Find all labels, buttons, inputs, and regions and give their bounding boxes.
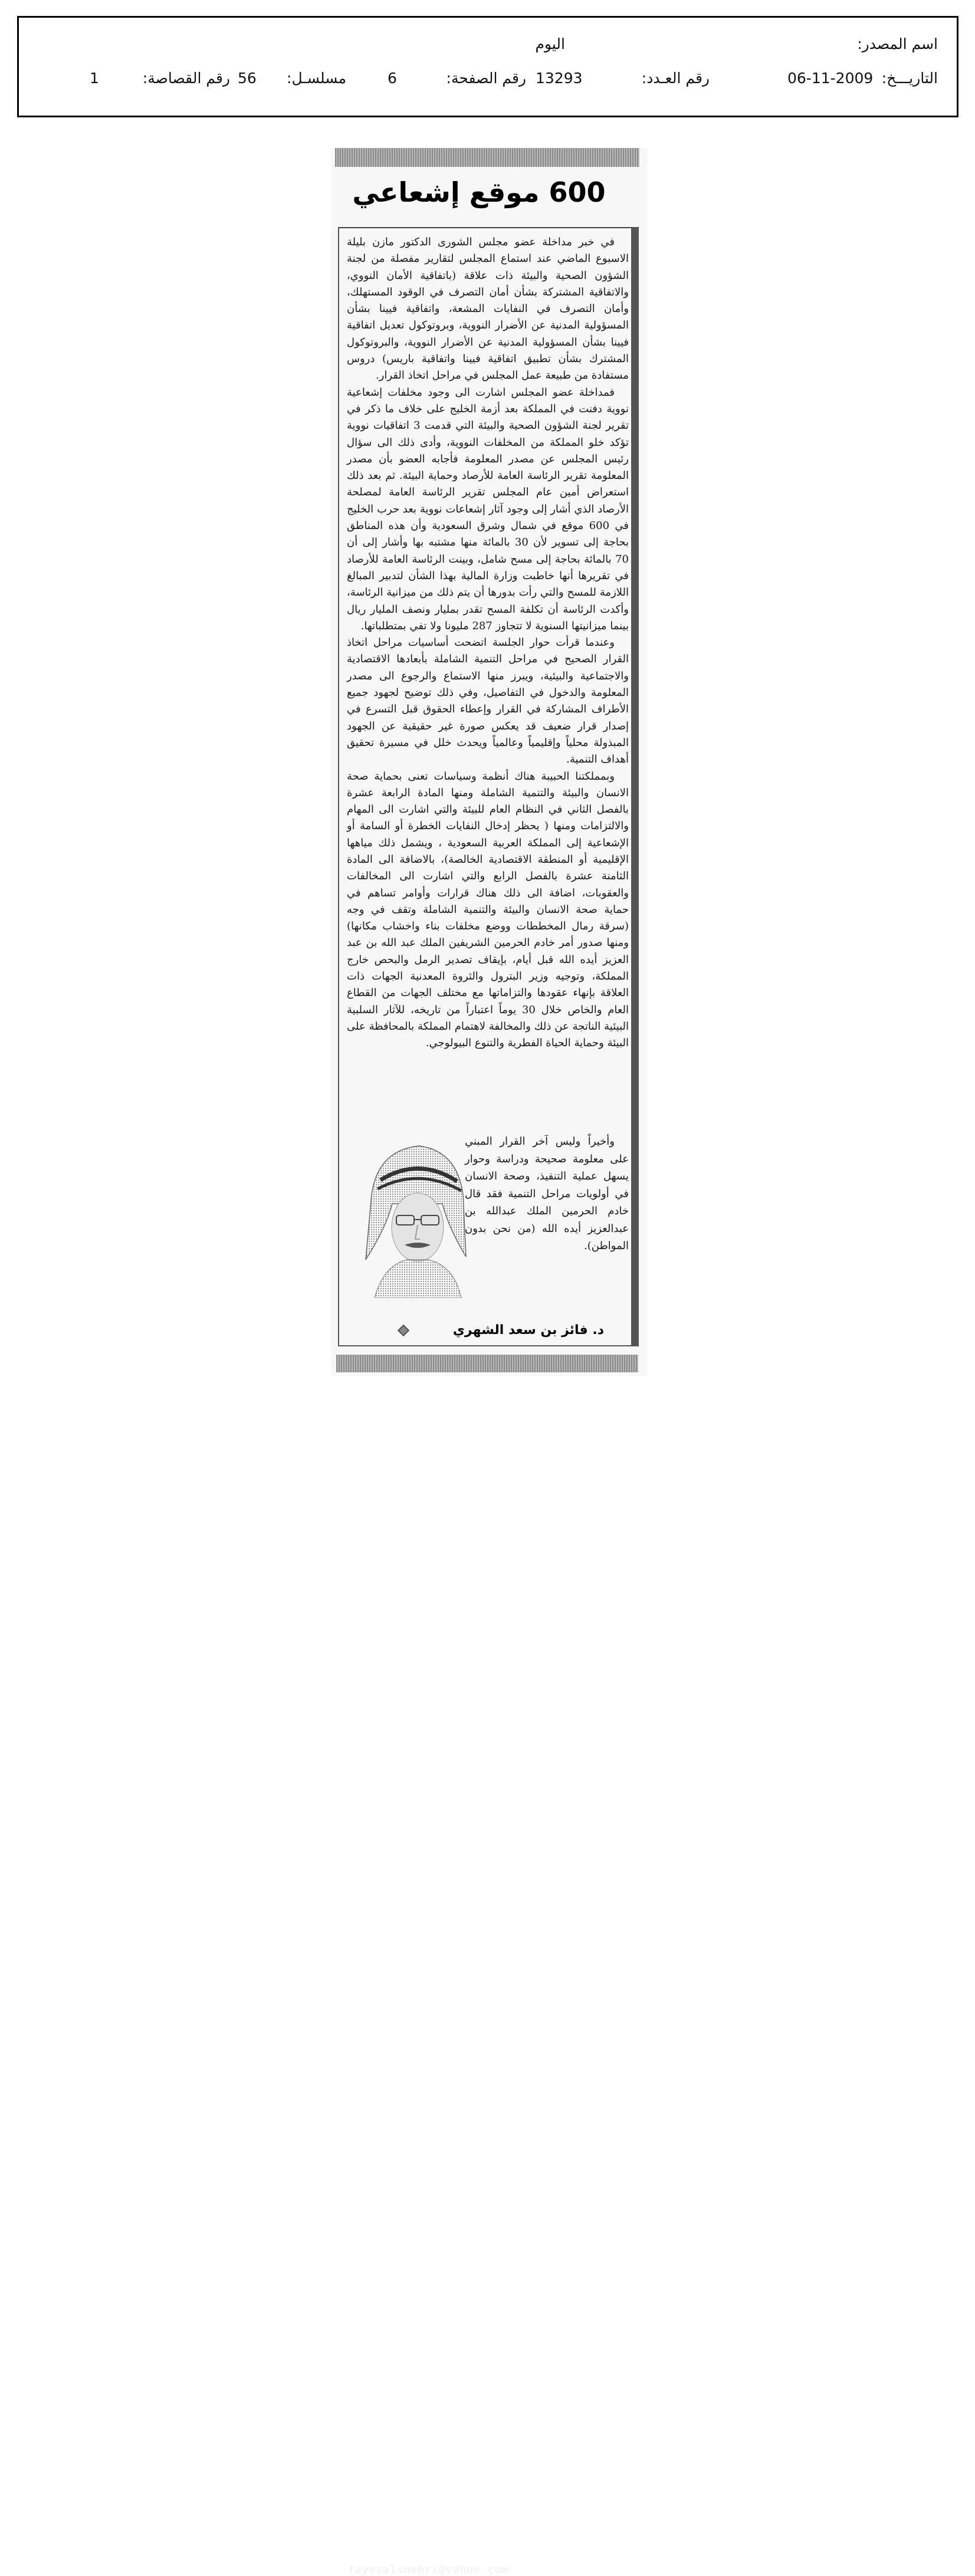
issue-label: رقم العـدد: [641,70,710,87]
issue-value: 13293 [536,70,583,87]
page-label: رقم الصفحة: [446,70,526,87]
newspaper-clipping [331,148,648,2576]
header-texture-bar [335,148,639,167]
source-value: اليوم [535,35,565,52]
article-paragraph-4: وبمملكتنا الحبيبة هناك أنظمة وسياسات تعنى بحماية صحة الانسان والبيئة والتنمية الشاملة ومنها المادة الرابعة عشرة بالفصل الثاني في النظام العام للبيئة والتي اشارت الى المهام والالتزامات ومنها ( يحظر إدخال النفايات الخطرة أو السامة أو الإشعاعية إلى المملكة العربية السعودية ، ويشمل ذلك مياهها الإقليمية أو المنطقة الاقتصادية الخالصة)، بالاضافة الى المادة الثامنة عشرة بالفصل الرابع والتي اشارت الى المخالفات والعقوبات، اضافة الى ذلك هناك قرارات وأوامر تساهم في حماية صحة الانسان والبيئة والتنمية الشاملة وتقف في وجه (سرقة رمال المخططات ووضع مخلفات بناء واخشاب مكانها) ومنها صدور أمر خادم الحرمين الشريفين الملك عبد الله بن عبد العزيز أيده الله قبل أيام، بإيقاف تصدير الرمل والبحص خارج المملكة، وتوجيه وزير البترول والثروة المعدنية الجهات ذات العلاقة بإنهاء عقودها والتزاماتها مع مختلف الجهات من القطاع العام والخاص خلال 30 يوماً اعتباراً من تاريخه، للآثار السلبية البيئية الناتجة عن ذلك والمخالفة لاهتمام المملكة بالمحافظة على البيئة وحماية الحياة الفطرية والتنوع البيولوجي. [347,770,629,1050]
date-value: 06-11-2009 [787,70,874,87]
source-label: اسم المصدر: [857,35,938,52]
article-headline: 600 موقع إشعاعي [352,176,606,208]
article-paragraph-2: فمداخلة عضو المجلس اشارت الى وجود مخلفات إشعاعية نووية دفنت في المملكة بعد أزمة الخليج على خلاف ما ذكر في تقرير لجنة الشؤون الصحية والبيئة التي قدمت 3 اتفاقيات نووية تؤكد خلو المملكة من المخلفات النووية، وأدى ذلك الى سؤال رئيس المجلس عن مصدر المعلومة فأجابه العضو بأن مصدر المعلومة تقرير الرئاسة العامة للأرصاد وحماية البيئة. ثم بعد ذلك استعراض أمين عام المجلس تقرير الرئاسة العامة لمصلحة الأرصاد الذي أشار إلى وجود آثار إشعاعات نووية بعد حرب الخليج في 600 موقع في شمال وشرق السعودية وأن هذه المناطق بحاجة إلى تسوير لأن 30 بالمائة منها مشتبه بها وأشار إلى أن 70 بالمائة بحاجة إلى مسح شامل، وبينت الرئاسة العامة للأرصاد في تقريرها أنها خاطبت وزارة المالية بهذا الشأن لتدبير المبالغ اللازمة للمسح والتي رأت بدورها أن يتم ذلك من ميزانية الرئاسة، وأكدت الرئاسة أن تكلفة المسح تقدر بمليار ونصف المليار ريال بينما ميزانيتها السنوية لا تتجاوز 287 مليونا ولا تفي بمتطلباتها. [347,386,629,632]
author-photo [354,1139,469,1298]
clip-number-value: 1 [90,70,99,87]
date-label: التاريـــخ: [881,70,938,87]
article-paragraph-3: وعندما قرأت حوار الجلسة اتضحت أساسيات مراحل اتخاذ القرار الصحيح في مراحل التنمية الشاملة بأبعادها الاقتصادية والاجتماعية والبيئية، ويبرز منها الاستماع والرجوع الى مصدر المعلومة والدخول في التفاصيل، وفي ذلك توضيح لجهود جميع الأطراف المشاركة في القرار وإعطاء الحقوق قبل التسرع في إصدار قرار ضعيف قد يعكس صورة غير حقيقية عن الجهود المبذولة محلياً وإقليمياً وعالمياً ويحدث خلل في مسيرة تحقيق أهداف التنمية. [347,636,629,766]
clip-number-label: رقم القصاصة: [142,70,230,87]
article-closing-paragraph: وأخيراً وليس آخر القرار المبني على معلومة صحيحة ودراسة وحوار يسهل عملية التنفيذ، وصحة الانسان في أولويات مراحل التنمية فقد قال خادم الحرمين الملك عبدالله بن عبدالعزيز أيده الله (من نحن بدون المواطن). [465,1135,629,1252]
serial-value: 56 [238,70,257,87]
article-body [347,234,629,1052]
footer-texture-bar [336,1355,638,2576]
page-value: 6 [388,70,397,87]
footer-watermark: fayezalshehri@yahoo.com [348,2564,509,2576]
clipping-metadata-box [17,16,958,117]
serial-label: مسلسـل: [287,70,346,87]
article-paragraph-1: في خبر مداخلة عضو مجلس الشورى الدكتور مازن بليلة الاسبوع الماضي عند استماع المجلس لتقارير مفصلة من لجنة الشؤون الصحية والبيئة ذات علاقة (باتفاقية الأمان النووي، والاتفاقية المشتركة بشأن أمان التصرف في الوقود المستهلك، وأمان التصرف في النفايات المشعة، واتفاقية فيينا بشأن المسؤولية المدنية عن الأضرار النووية، وبروتوكول تعديل اتفاقية فيينا بشأن المسؤولية المدنية عن الأضرار النووية، والبروتوكول المشترك بشأن تطبيق اتفاقية فيينا واتفاقية باريس) دروس مستفادة من طبيعة عمل المجلس في مراحل اتخاذ القرار. [347,236,629,382]
diamond-ornament-icon [398,1325,409,1336]
article-closing [465,1133,629,1255]
author-byline: د. فائز بن سعد الشهري [452,1323,604,1338]
